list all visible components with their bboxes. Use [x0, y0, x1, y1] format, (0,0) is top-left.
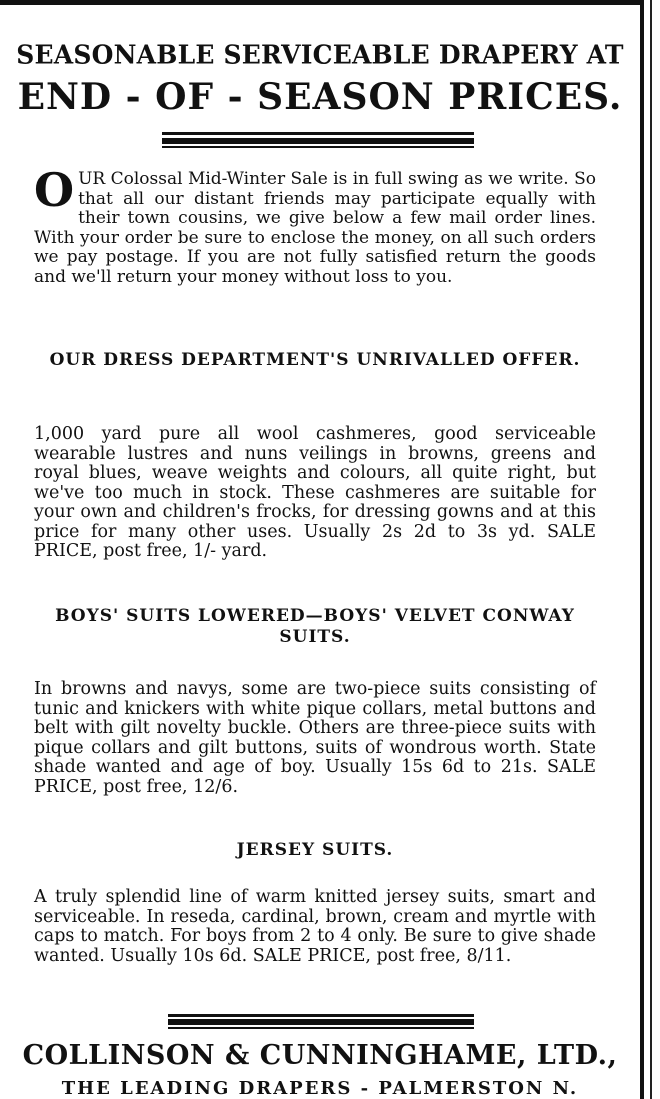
ornamental-divider-top — [162, 132, 474, 150]
column-rule-thick — [640, 0, 644, 1099]
headline-line-2: END - OF - SEASON PRICES. — [17, 76, 623, 118]
top-border-rule — [0, 0, 640, 5]
drop-cap: O — [34, 163, 75, 217]
column-rule-thin — [650, 0, 652, 1099]
intro-paragraph — [34, 163, 596, 287]
section-heading-boys-suits: BOYS' SUITS LOWERED—BOYS' VELVET CONWAY SUITS. — [55, 606, 575, 647]
headline-line-1: SEASONABLE SERVICEABLE DRAPERY AT — [16, 39, 624, 70]
section-body-boys-suits: In browns and navys, some are two-piece suits consisting of tunic and knickers with white pique collars, metal buttons and belt with gilt novelty buckle. Others are three-piece suits with pique collars and gilt buttons, suits of wondrous worth. State shade wanted and age of boy. Usually 15s 6d to 21s. SALE PRICE, post free, 12/6. — [34, 679, 596, 797]
section-body-jersey-suits: A truly splendid line of warm knitted jersey suits, smart and serviceable. In reseda, cardinal, brown, cream and myrtle with caps to match. For boys from 2 to 4 only. Be sure to give shade wanted. Usually 10s 6d. SALE PRICE, post free, 8/11. — [34, 887, 596, 966]
section-heading-dress: OUR DRESS DEPARTMENT'S UNRIVALLED OFFER. — [49, 350, 581, 370]
section-body-dress: 1,000 yard pure all wool cashmeres, good serviceable wearable lustres and nuns veilings in browns, greens and royal blues, weave weights and colours, all quite right, but we've too much in stock. These cashmeres are suitable for your own and children's frocks, for dressing gowns and at this price for many other uses. Usually 2s 2d to 3s yd. SALE PRICE, post free, 1/- yard. — [34, 424, 596, 561]
intro-text: UR Colossal Mid-Winter Sale is in full swing as we write. So that all our distant friends may participate equally with their town cousins, we give below a few mail order lines. With your order be sure to enclose the money, on all such orders we pay postage. If you are not fully satisfied return the goods and we'll return your money without loss to you. — [34, 169, 596, 287]
firm-name: COLLINSON & CUNNINGHAME, LTD., — [22, 1040, 618, 1071]
section-heading-jersey-suits: JERSEY SUITS. — [236, 840, 394, 860]
ornamental-divider-bottom — [168, 1014, 474, 1030]
firm-tagline: THE LEADING DRAPERS - PALMERSTON N. — [61, 1078, 579, 1099]
